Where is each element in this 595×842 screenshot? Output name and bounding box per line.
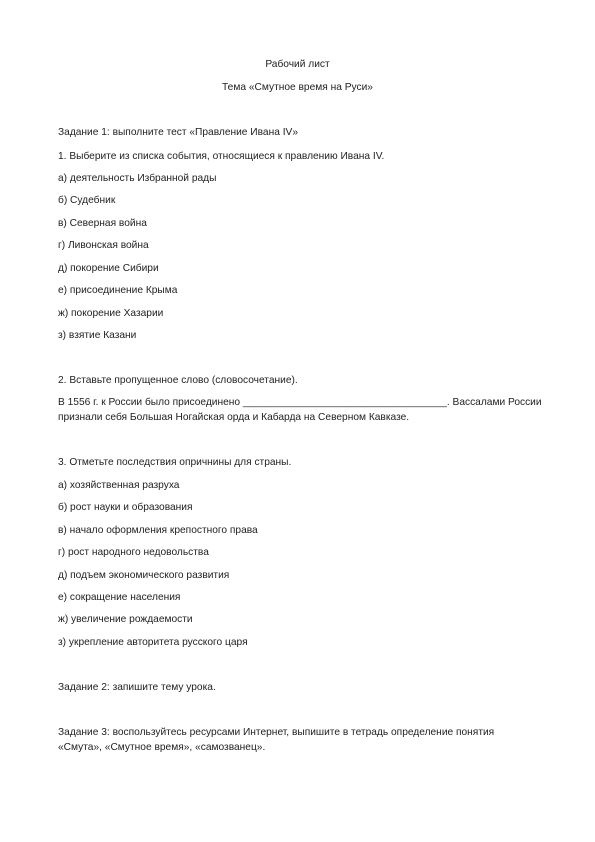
q3-option: ж) увеличение рождаемости [58, 614, 193, 625]
question-1: 1. Выберите из списка события, относящиеся к правлению Ивана IV. [58, 151, 385, 162]
q3-option: д) подъем экономического развития [58, 570, 230, 581]
q3-option: в) начало оформления крепостного права [58, 525, 258, 536]
question-3: 3. Отметьте последствия опричнины для страны. [58, 457, 292, 468]
task2-heading: Задание 2: запишите тему урока. [58, 682, 216, 693]
q3-option: з) укрепление авторитета русского царя [58, 637, 248, 648]
q2-sentence-line2: признали себя Большая Ногайская орда и Кабарда на Северном Кавказе. [58, 412, 410, 423]
q1-option: ж) покорение Хазарии [58, 308, 164, 319]
q1-option: в) Северная война [58, 218, 147, 229]
task1-heading: Задание 1: выполните тест «Правление Ивана IV» [58, 127, 298, 138]
q3-option: е) сокращение населения [58, 592, 181, 603]
question-2: 2. Вставьте пропущенное слово (словосочетание). [58, 375, 298, 386]
page-subtitle: Тема «Смутное время на Руси» [222, 82, 373, 93]
task3-line2: «Смута», «Смутное время», «самозванец». [58, 742, 266, 753]
q3-option: г) рост народного недовольства [58, 547, 209, 558]
q1-option: а) деятельность Избранной рады [58, 173, 217, 184]
q1-option: е) присоединение Крыма [58, 285, 178, 296]
q3-option: б) рост науки и образования [58, 502, 193, 513]
q3-option: а) хозяйственная разруха [58, 480, 180, 491]
q1-option: з) взятие Казани [58, 330, 137, 341]
q1-option: г) Ливонская война [58, 240, 149, 251]
page-title: Рабочий лист [265, 59, 330, 70]
q1-option: д) покорение Сибири [58, 263, 159, 274]
task3-line1: Задание 3: воспользуйтесь ресурсами Интернет, выпишите в тетрадь определение понятия [58, 727, 495, 738]
q1-option: б) Судебник [58, 195, 116, 206]
q2-sentence-line1: В 1556 г. к России было присоединено ____________________________________. Вассалами России [58, 397, 542, 408]
